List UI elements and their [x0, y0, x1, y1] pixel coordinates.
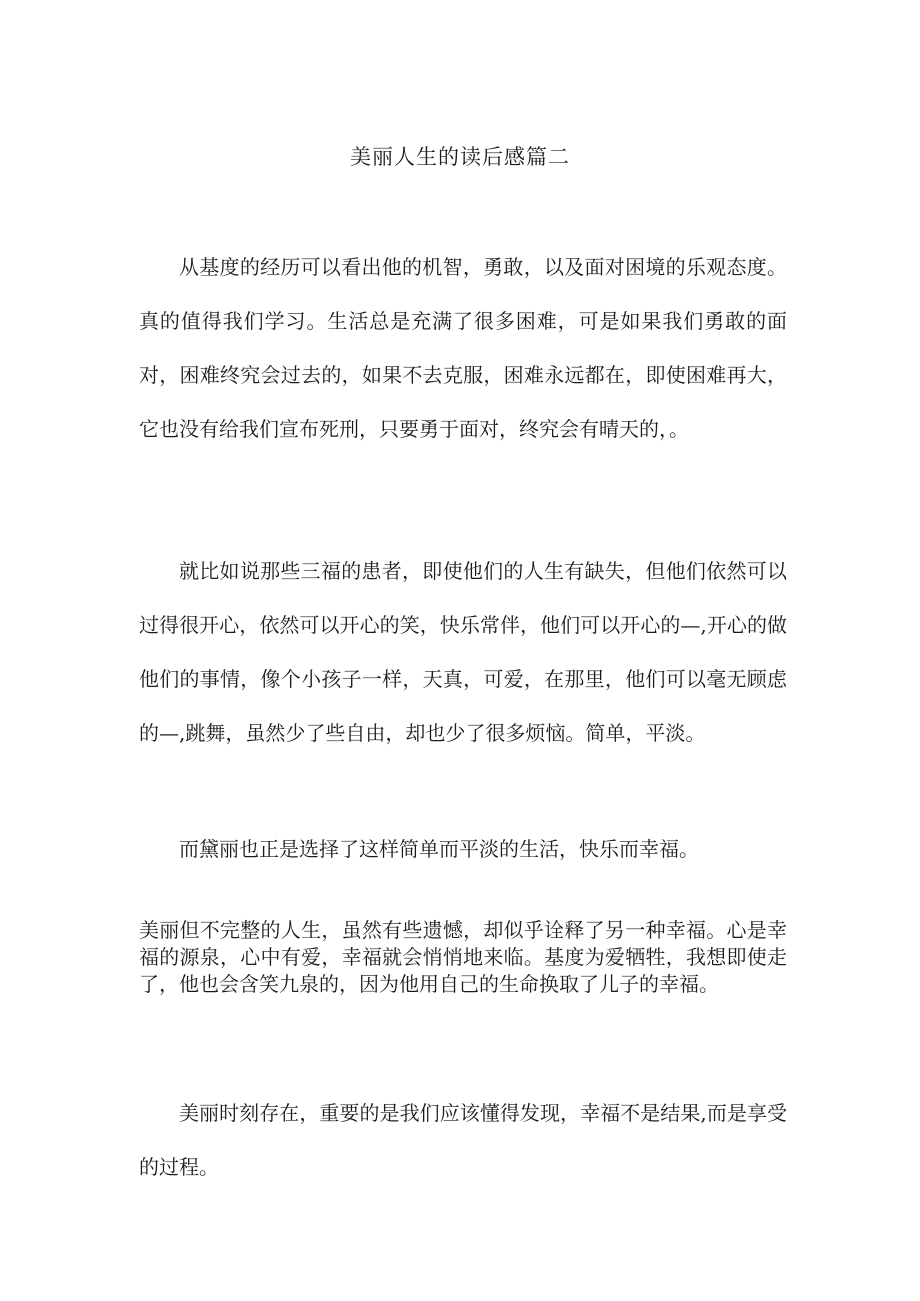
paragraph-5: 美丽时刻存在，重要的是我们应该懂得发现，幸福不是结果,而是享受的过程。 — [139, 1101, 787, 1179]
paragraph-4: 美丽但不完整的人生，虽然有些遗憾，却似乎诠释了另一种幸福。心是幸福的源泉，心中有爱，幸福就会悄悄地来临。基度为爱牺牲，我想即使走了，他也会含笑九泉的，因为他用自己的生命换取了儿子的幸福。 — [139, 918, 787, 996]
paragraph-2: 就比如说那些三福的患者，即使他们的人生有缺失，但他们依然可以过得很开心，依然可以开心的笑，快乐常伴，他们可以开心的—,开心的做他们的事情，像个小孩子一样，天真，可爱，在那里，他们可以毫无顾虑的—,跳舞，虽然少了些自由，却也少了很多烦恼。简单，平淡。 — [139, 559, 787, 745]
paragraph-1: 从基度的经历可以看出他的机智，勇敢，以及面对困境的乐观态度。真的值得我们学习。生活总是充满了很多困难，可是如果我们勇敢的面对，困难终究会过去的，如果不去克服，困难永远都在，即使困难再大，它也没有给我们宣布死刑，只要勇于面对，终究会有晴天的，。 — [139, 255, 787, 441]
paragraph-3: 而黛丽也正是选择了这样简单而平淡的生活，快乐而幸福。 — [179, 837, 699, 861]
document-title: 美丽人生的读后感篇二 — [350, 145, 570, 169]
